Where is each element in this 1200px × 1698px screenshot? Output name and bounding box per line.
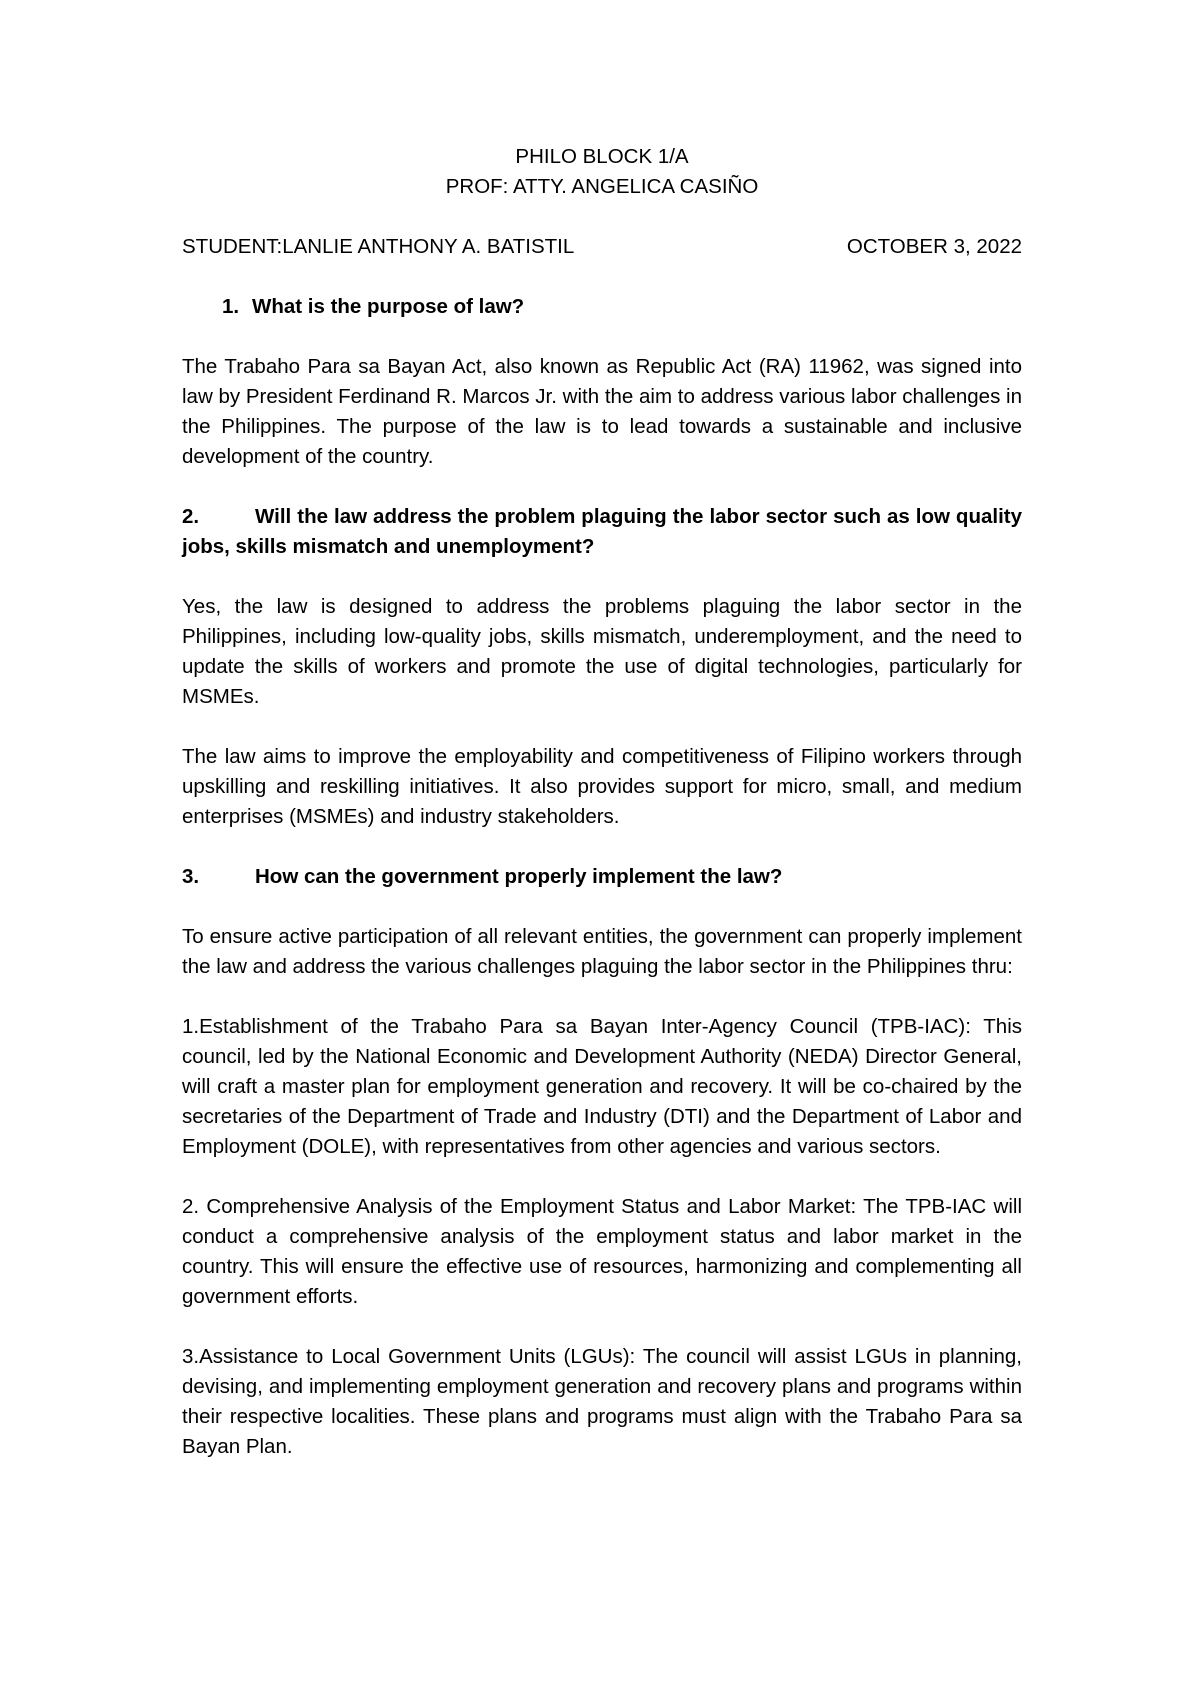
answer-2-paragraph-2: The law aims to improve the employability and competitiveness of Filipino workers through upskilling and reskilling initiatives. It also provides support for micro, small, and medium enterprises (MSMEs) and industry stakeholders. (182, 745, 1022, 828)
document-page (182, 142, 1022, 1462)
question-3 (182, 862, 1022, 892)
question-3-text: How can the government properly implement the law? (255, 865, 783, 888)
answer-3-point-3: 3.Assistance to Local Government Units (LGUs): The council will assist LGUs in planning, devising, and implementing employment generation and recovery plans and programs within their respective localities. These plans and programs must align with the Trabaho Para sa Bayan Plan. (182, 1345, 1022, 1458)
question-2 (182, 502, 1022, 562)
answer-3-intro: To ensure active participation of all relevant entities, the government can properly implement the law and address the various challenges plaguing the labor sector in the Philippines thru: (182, 925, 1022, 978)
student-name: STUDENT:LANLIE ANTHONY A. BATISTIL (182, 235, 575, 258)
course-heading: PHILO BLOCK 1/A (515, 145, 689, 168)
question-1-text: What is the purpose of law? (252, 295, 525, 318)
question-3-number: 3. (182, 865, 200, 888)
answer-3-point-2: 2. Comprehensive Analysis of the Employment Status and Labor Market: The TPB-IAC will conduct a comprehensive analysis of the employment status and labor market in the country. This will ensure the effective use of resources, harmonizing and complementing all government efforts. (182, 1195, 1022, 1308)
question-2-text: Will the law address the problem plaguing the labor sector such as low quality jobs, skills mismatch and unemployment? (182, 505, 1022, 558)
question-1-number: 1. (222, 295, 240, 318)
answer-2-paragraph-1: Yes, the law is designed to address the problems plaguing the labor sector in the Philippines, including low-quality jobs, skills mismatch, underemployment, and the need to update the skills of workers and promote the use of digital technologies, particularly for MSMEs. (182, 595, 1022, 708)
meta-row (182, 232, 1022, 262)
professor-heading: PROF: ATTY. ANGELICA CASIÑO (445, 175, 759, 198)
answer-1: The Trabaho Para sa Bayan Act, also known as Republic Act (RA) 11962, was signed into law by President Ferdinand R. Marcos Jr. with the aim to address various labor challenges in the Philippines. The purpose of the law is to lead towards a sustainable and inclusive development of the country. (182, 355, 1022, 468)
answer-3-point-1: 1.Establishment of the Trabaho Para sa Bayan Inter-Agency Council (TPB-IAC): This council, led by the National Economic and Development Authority (NEDA) Director General, will craft a master plan for employment generation and recovery. It will be co-chaired by the secretaries of the Department of Trade and Industry (DTI) and the Department of Labor and Employment (DOLE), with representatives from other agencies and various sectors. (182, 1015, 1022, 1158)
question-1 (182, 292, 1022, 322)
question-2-number: 2. (182, 505, 200, 528)
document-date: OCTOBER 3, 2022 (846, 235, 1022, 258)
